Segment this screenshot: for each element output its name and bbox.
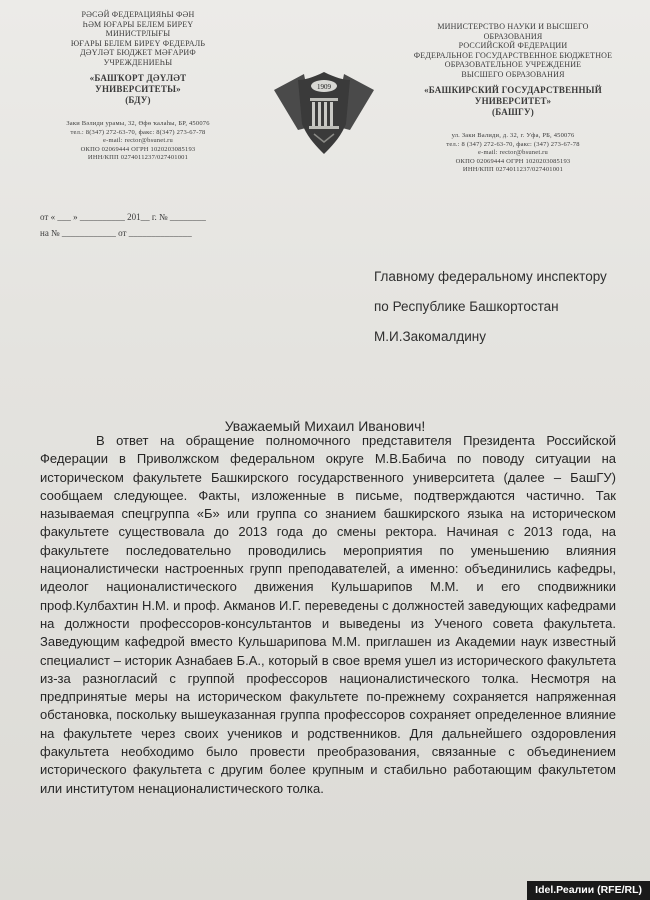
addressee-title: Главному федеральному инспектору <box>374 269 607 284</box>
photo-credit: Idel.Реалии (RFE/RL) <box>527 881 650 900</box>
addressee-block <box>374 262 634 352</box>
ministry-block-bashkir: РӘСӘЙ ФЕДЕРАЦИЯҺЫ ФӘН ҺӘМ ЮҒАРЫ БЕЛЕМ БИРЕҮ МИНИСТРЛЫҒЫ ЮҒАРЫ БЕЛЕМ БИРЕҮ ФЕДЕРАЛЬ ДӘҮЛӘТ БЮДЖЕТ МӘҒАРИФ УЧРЕЖДЕНИЕҺЫ <box>70 10 206 67</box>
university-emblem-icon <box>268 68 380 158</box>
registration-date-line: от « ___ » __________ 201__ г. № ________ <box>40 212 206 222</box>
body-paragraph: В ответ на обращение полномочного представителя Президента Российской Федерации в Приволжском федеральном округе М.В.Бабича по поводу ситуации на историческом факультете Башкирского государственного университета (далее – БашГУ) сообщаем следующее. Факты, изложенные в письме, подтверждаются частично. Так называемая спецгруппа «Б» или группа со знанием башкирского языка на историческом факультете существовала до 2013 года до смены ректора. Начиная с 2013 года, на факультете последовательно проводились мероприятия по уменьшению влияния националистически настроенных групп преподавателей, а именно: объединились кафедры, идеолог националистического движения Кульшарипов М.М. и его сподвижники проф.Кулбахтин Н.М. и проф. Акманов И.Г. переведены с должностей заведующих кафедрами на должности профессоров-консультантов и выведены из Ученого совета факультета. Заведующим кафедрой вместо Кульшарипова М.М. приглашен из Академии наук известный специалист – историк Азнабаев Б.А., который в свое время ушел из исторического факультета из-за разногласий с группой профессоров националистического толка. Несмотря на предпринятые меры на историческом факультете по-прежнему сохраняется напряженная обстановка, поскольку вышеуказанная группа профессоров сохраняет определенное влияние на факультете через своих учеников и родственников. Для дальнейшего оздоровления факультета необходимо было провести преобразования, связанные с объединением исторического факультета с другим более крупным и стабильно работающим факультетом или институтом ненационалистического толка. <box>40 433 616 796</box>
university-name-bashkir: «БАШҠОРТ ДӘҮЛӘТ УНИВЕРСИТЕТЫ» (БДУ) <box>89 73 187 105</box>
contacts-russian: ул. Заки Валиди, д. 32, г. Уфа, РБ, 450076 тел.: 8 (347) 272-63-70, факс: (347) 273-67-78 e-mail: rector@bsunet.ru ОКПО 02069444 ОГРН 1020203085193 ИНН/КПП 0274011237/027401001 <box>446 132 580 174</box>
letterhead-bashkir <box>18 10 258 163</box>
registration-reference-line: на № ____________ от ______________ <box>40 228 192 238</box>
addressee-name: М.И.Закомалдину <box>374 329 486 344</box>
addressee-region: по Республике Башкортостан <box>374 299 559 314</box>
salutation: Уважаемый Михаил Иванович! <box>224 418 426 434</box>
university-name-russian: «БАШКИРСКИЙ ГОСУДАРСТВЕННЫЙ УНИВЕРСИТЕТ» (БАШГУ) <box>424 85 602 117</box>
ministry-block-russian: МИНИСТЕРСТВО НАУКИ И ВЫСШЕГО ОБРАЗОВАНИЯ РОССИЙСКОЙ ФЕДЕРАЦИИ ФЕДЕРАЛЬНОЕ ГОСУДАРСТВЕННОЕ БЮДЖЕТНОЕ ОБРАЗОВАТЕЛЬНОЕ УЧРЕЖДЕНИЕ ВЫСШЕГО ОБРАЗОВАНИЯ <box>413 22 613 79</box>
letter-body <box>40 432 616 798</box>
letterhead-russian <box>398 22 628 175</box>
contacts-bashkir: Заки Вәлиди урамы, 32, Өфө ҡалаһы, БР, 450076 тел.: 8(347) 272-63-70, факс: 8(347) 273-67-78 e-mail: rector@bsunet.ru ОКПО 02069444 ОГРН 1020203085193 ИНН/КПП 0274011237/027401001 <box>66 120 210 162</box>
emblem-year: 1909 <box>317 83 331 91</box>
